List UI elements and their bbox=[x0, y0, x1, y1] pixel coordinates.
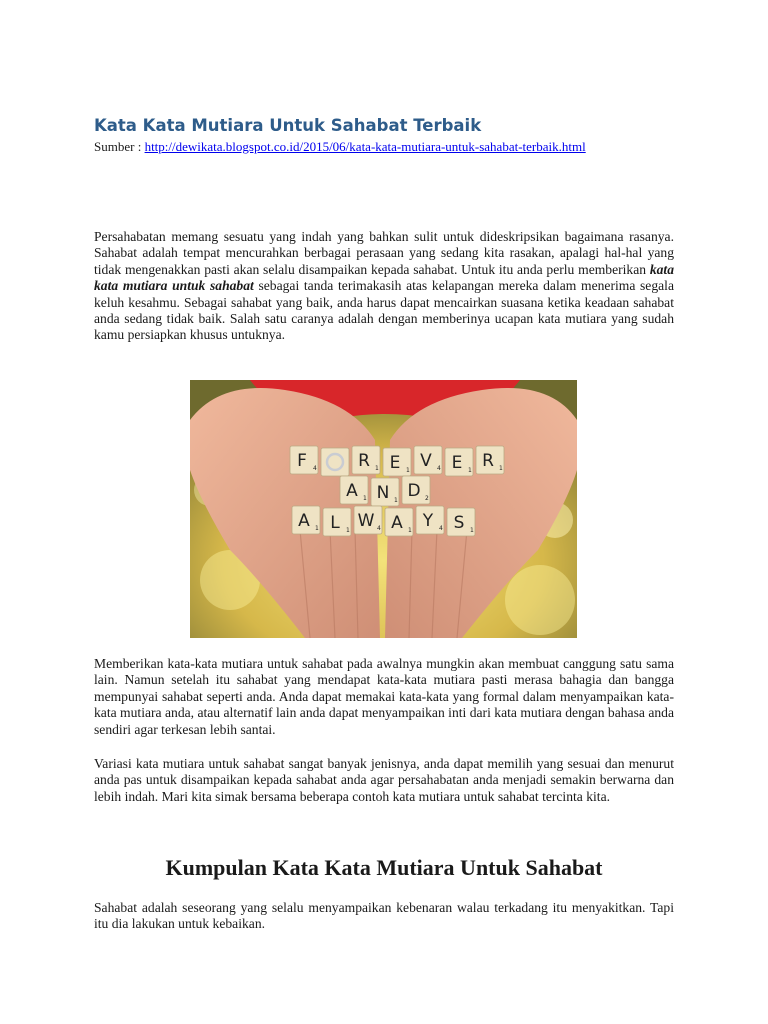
letter-tile bbox=[383, 448, 411, 476]
forever-and-always-photo bbox=[190, 380, 577, 638]
paragraph-4: Sahabat adalah seseorang yang selalu menyampaikan kebenaran walau terkadang itu menyakitkan. Tapi itu dia lakukan untuk kebaikan. bbox=[94, 900, 674, 932]
svg-text:E: E bbox=[389, 453, 401, 473]
letter-tile bbox=[323, 508, 351, 536]
svg-text:1: 1 bbox=[363, 495, 367, 502]
svg-text:A: A bbox=[391, 513, 403, 533]
intro-text-start: Persahabatan memang sesuatu yang indah yang bahkan sulit untuk dideskripsikan bagaimana rasanya. Sahabat adalah tempat mencurahkan berbagai perasaan yang sedang kita rasakan, apalagi hal-hal yang tidak mengenakkan pasti akan selalu disampaikan kepada sahabat. Untuk itu anda perlu memberikan bbox=[94, 229, 674, 277]
svg-text:L: L bbox=[330, 513, 340, 533]
svg-text:1: 1 bbox=[468, 467, 472, 474]
svg-text:1: 1 bbox=[394, 497, 398, 504]
svg-text:R: R bbox=[358, 451, 370, 471]
letter-tile bbox=[445, 448, 473, 476]
letter-tile bbox=[321, 448, 349, 476]
svg-text:V: V bbox=[420, 451, 432, 471]
letter-tile bbox=[385, 508, 413, 536]
letter-tile bbox=[290, 446, 318, 474]
svg-text:1: 1 bbox=[375, 465, 379, 472]
letter-tile bbox=[292, 506, 320, 534]
svg-text:R: R bbox=[482, 451, 494, 471]
svg-text:1: 1 bbox=[346, 527, 350, 534]
svg-text:4: 4 bbox=[313, 465, 317, 472]
svg-text:2: 2 bbox=[425, 495, 429, 502]
svg-text:4: 4 bbox=[377, 525, 381, 532]
letter-tile bbox=[352, 446, 380, 474]
paragraph-3: Variasi kata mutiara untuk sahabat sangat banyak jenisnya, anda dapat memilih yang sesuai dan menurut anda pas untuk disampaikan kepada sahabat anda agar persahabatan anda menjadi semakin berwarna dan lebih indah. Mari kita simak bersama beberapa contoh kata mutiara untuk sahabat tercinta kita. bbox=[94, 756, 674, 804]
svg-text:D: D bbox=[407, 481, 421, 501]
source-label: Sumber : bbox=[94, 139, 145, 154]
letter-tile bbox=[416, 506, 444, 534]
letter-tile bbox=[371, 478, 399, 506]
letter-tile bbox=[354, 506, 382, 534]
bokeh bbox=[505, 565, 575, 635]
letter-tile bbox=[414, 446, 442, 474]
intro-paragraph bbox=[94, 229, 674, 344]
letter-tile bbox=[476, 446, 504, 474]
paragraph-2: Memberikan kata-kata mutiara untuk sahabat pada awalnya mungkin akan membuat canggung satu sama lain. Namun setelah itu sahabat yang mendapat kata-kata mutiara pasti merasa bahagia dan bangga mempunyai sahabat seperti anda. Anda dapat memakai kata-kata yang formal dalam menyampaikan kata-kata mutiara anda, atau alternatif lain anda dapat menyampaikan inti dari kata mutiara dengan bahasa anda sendiri agar terkesan lebih santai. bbox=[94, 656, 674, 737]
svg-text:A: A bbox=[298, 511, 310, 531]
svg-text:4: 4 bbox=[439, 525, 443, 532]
svg-text:1: 1 bbox=[408, 527, 412, 534]
svg-text:1: 1 bbox=[499, 465, 503, 472]
svg-text:W: W bbox=[357, 511, 375, 531]
svg-text:S: S bbox=[453, 513, 465, 533]
source-line bbox=[94, 139, 586, 155]
letter-tile bbox=[402, 476, 430, 504]
section-heading: Kumpulan Kata Kata Mutiara Untuk Sahabat bbox=[165, 855, 603, 880]
source-link[interactable]: http://dewikata.blogspot.co.id/2015/06/kata-kata-mutiara-untuk-sahabat-terbaik.html bbox=[144, 139, 586, 154]
intro-emphasis: kata kata mutiara untuk sahabat bbox=[94, 261, 674, 294]
svg-text:1: 1 bbox=[406, 467, 410, 474]
svg-text:1: 1 bbox=[315, 525, 319, 532]
svg-text:E: E bbox=[451, 453, 463, 473]
svg-text:F: F bbox=[297, 451, 307, 471]
svg-text:N: N bbox=[376, 483, 390, 503]
svg-text:A: A bbox=[346, 481, 358, 501]
intro-text-end: sebagai tanda terimakasih atas kelapangan mereka dalam menerima segala keluh kesahmu. Sebagai sahabat yang baik, anda harus dapat mencairkan suasana ketika keadaan sahabat anda sedang tidak baik. Salah satu caranya adalah dengan memberinya ucapan kata mutiara yang sudah kamu persiapkan khusus untuknya. bbox=[94, 278, 674, 343]
svg-text:4: 4 bbox=[437, 465, 441, 472]
svg-text:1: 1 bbox=[470, 527, 474, 534]
svg-text:Y: Y bbox=[422, 511, 434, 531]
letter-tile bbox=[447, 508, 475, 536]
article-title: Kata Kata Mutiara Untuk Sahabat Terbaik bbox=[94, 116, 482, 135]
letter-tile bbox=[340, 476, 368, 504]
